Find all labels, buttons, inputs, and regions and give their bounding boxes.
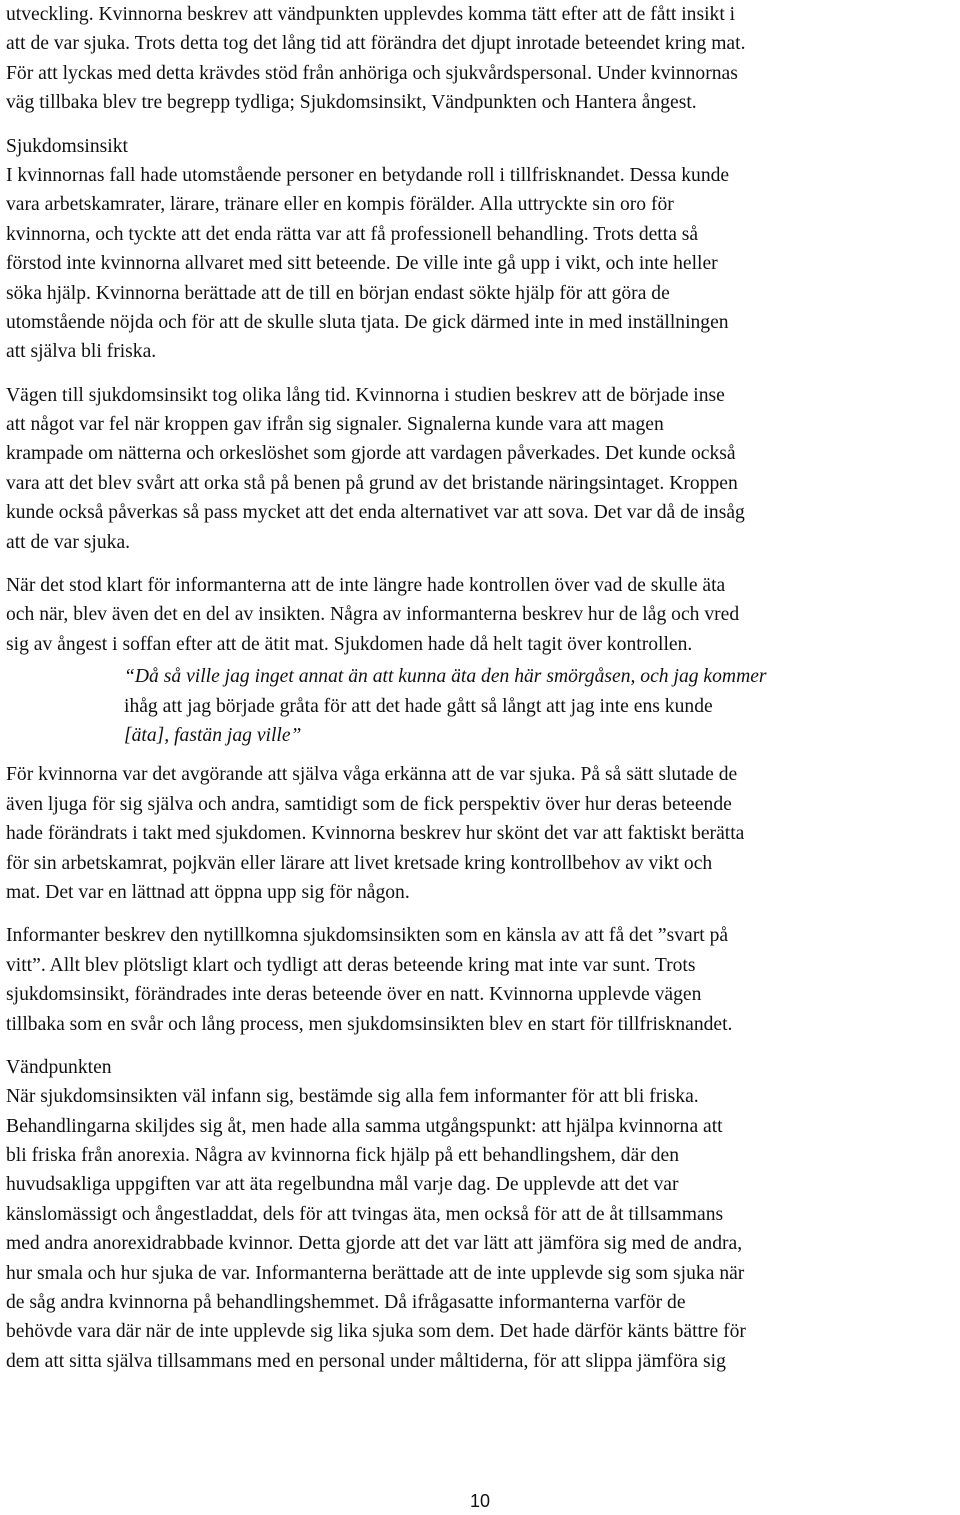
text-line: Behandlingarna skiljdes sig åt, men hade alla samma utgångspunkt: att hjälpa kvinnorna att (6, 1115, 723, 1137)
text-line: även ljuga för sig själva och andra, samtidigt som de fick perspektiv över hur deras beteende (6, 793, 732, 815)
text-line: hade förändrats i takt med sjukdomen. Kvinnorna beskrev hur skönt det var att faktiskt berätta (6, 823, 745, 845)
block-quote (124, 662, 944, 750)
text-line: att de var sjuka. Trots detta tog det lång tid att förändra det djupt inrotade beteendet kring mat. (6, 33, 746, 55)
section-heading-sjukdomsinsikt: Sjukdomsinsikt (6, 135, 128, 157)
text-line: vara att det blev svårt att orka stå på benen på grund av det bristande näringsintaget. Kroppen (6, 472, 738, 494)
text-line: med andra anorexidrabbade kvinnor. Detta gjorde att det var lätt att jämföra sig med de andra, (6, 1233, 743, 1255)
text-line: När sjukdomsinsikten väl infann sig, bestämde sig alla fem informanter för att bli friska. (6, 1086, 699, 1108)
text-line: bli friska från anorexia. Några av kvinnorna fick hjälp på ett behandlingshem, där den (6, 1145, 680, 1167)
quote-line: “Då så ville jag inget annat än att kunna äta den här smörgåsen, och jag kommer (124, 666, 767, 688)
text-line: hur smala och hur sjuka de var. Informanterna berättade att de inte upplevde sig som sjuka när (6, 1262, 745, 1284)
text-line: söka hjälp. Kvinnorna berättade att de till en början endast sökte hjälp för att göra de (6, 282, 670, 304)
quote-line: [äta], fastän jag ville” (124, 724, 302, 746)
text-line: och när, blev även det en del av insikten. Några av informanterna beskrev hur de låg och vred (6, 604, 740, 626)
text-line: utveckling. Kvinnorna beskrev att vändpunkten upplevdes komma tätt efter att de fått insikt i (6, 4, 736, 25)
page-body (6, 0, 954, 1376)
paragraph-3 (6, 571, 954, 659)
text-line: När det stod klart för informanterna att de inte längre hade kontrollen över vad de skulle äta (6, 575, 726, 597)
text-line: För att lyckas med detta krävdes stöd från anhöriga och sjukvårdspersonal. Under kvinnornas (6, 62, 738, 84)
text-line: kvinnorna, och tyckte att det enda rätta var att få professionell behandling. Trots detta så (6, 223, 699, 245)
text-line: tillbaka som en svår och lång process, men sjukdomsinsikten blev en start för tillfrisknandet. (6, 1013, 733, 1035)
paragraph-5 (6, 921, 954, 1039)
text-line: kunde också påverkas så pass mycket att det enda alternativet var att sova. Det var då de insåg (6, 502, 745, 524)
spacer (6, 907, 954, 921)
text-line: krampade om nätterna och orkeslöshet som gjorde att vardagen påverkades. Det kunde också (6, 443, 736, 465)
text-line: sjukdomsinsikt, förändrades inte deras beteende över en natt. Kvinnorna upplevde vägen (6, 984, 702, 1006)
quote-line: ihåg att jag började gråta för att det hade gått så långt att jag inte ens kunde (124, 695, 713, 717)
text-line: vitt”. Allt blev plötsligt klart och tydligt att deras beteende kring mat inte var sunt. Trots (6, 954, 696, 976)
paragraph-6 (6, 1082, 954, 1376)
paragraph-intro (6, 0, 954, 118)
paragraph-1 (6, 161, 954, 367)
spacer (6, 118, 954, 132)
text-line: att något var fel när kroppen gav ifrån sig signaler. Signalerna kunde vara att magen (6, 414, 664, 436)
text-line: vara arbetskamrater, lärare, tränare eller en kompis förälder. Alla uttryckte sin oro för (6, 194, 674, 216)
text-line: utomstående nöjda och för att de skulle sluta tjata. De gick därmed inte in med inställningen (6, 311, 729, 333)
text-line: för sin arbetskamrat, pojkvän eller lärare att livet kretsade kring kontrollbehov av vikt och (6, 852, 713, 874)
text-line: de såg andra kvinnorna på behandlingshemmet. Då ifrågasatte informanterna varför de (6, 1292, 686, 1314)
text-line: I kvinnornas fall hade utomstående personer en betydande roll i tillfrisknandet. Dessa kunde (6, 164, 730, 186)
paragraph-4 (6, 760, 954, 907)
section-heading-vandpunkten: Vändpunkten (6, 1056, 112, 1078)
text-line: förstod inte kvinnorna allvaret med sitt beteende. De ville inte gå upp i vikt, och inte heller (6, 253, 718, 275)
text-line: att de var sjuka. (6, 531, 131, 553)
text-line: väg tillbaka blev tre begrepp tydliga; Sjukdomsinsikt, Vändpunkten och Hantera ångest. (6, 92, 697, 114)
paragraph-2 (6, 381, 954, 557)
text-line: känslomässigt och ångestladdat, dels för att tvingas äta, men också för att de åt tillsammans (6, 1203, 724, 1225)
text-line: För kvinnorna var det avgörande att själva våga erkänna att de var sjuka. På så sätt slutade de (6, 764, 738, 786)
spacer (6, 1039, 954, 1053)
text-line: Informanter beskrev den nytillkomna sjukdomsinsikten som en känsla av att få det ”svart på (6, 925, 729, 947)
page-number: 10 (469, 1491, 491, 1511)
text-line: mat. Det var en lättnad att öppna upp sig för någon. (6, 881, 410, 903)
text-line: huvudsakliga uppgiften var att äta regelbundna mål varje dag. De upplevde att det var (6, 1174, 679, 1196)
text-line: Vägen till sjukdomsinsikt tog olika lång tid. Kvinnorna i studien beskrev att de började inse (6, 384, 725, 406)
text-line: att själva bli friska. (6, 341, 157, 363)
text-line: dem att sitta själva tillsammans med en personal under måltiderna, för att slippa jämföra sig (6, 1350, 726, 1372)
text-line: sig av ångest i soffan efter att de ätit mat. Sjukdomen hade då helt tagit över kontrollen. (6, 633, 693, 655)
spacer (6, 557, 954, 571)
text-line: behövde vara där när de inte upplevde sig lika sjuka som dem. Det hade därför känts bättre för (6, 1321, 746, 1343)
spacer (6, 367, 954, 381)
